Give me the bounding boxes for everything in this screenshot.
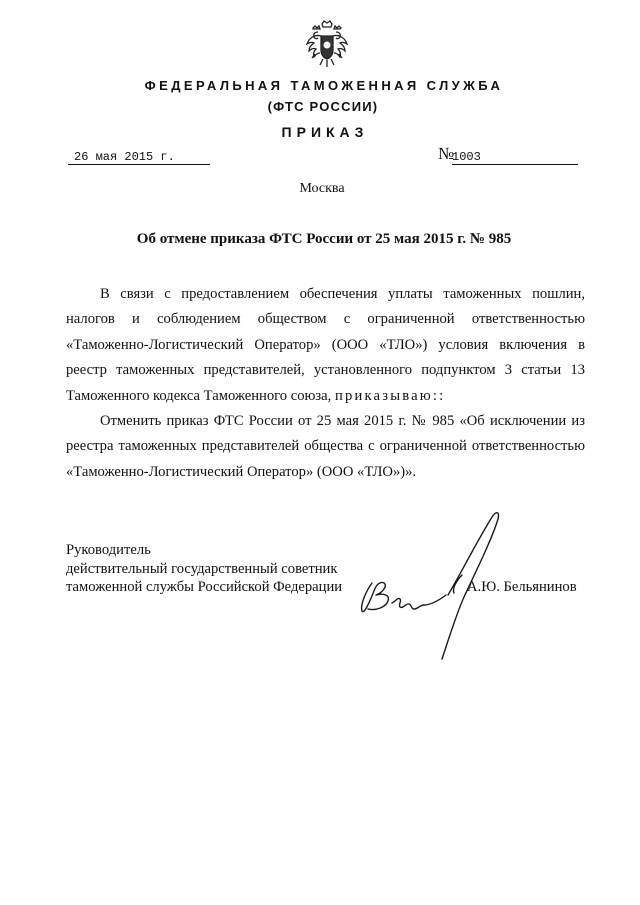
order-word: приказываю: [334, 387, 440, 404]
document-body [66, 282, 585, 485]
signer-title-line-3: таможенной службы Российской Федерации [66, 579, 343, 595]
number-sign: № [438, 144, 455, 163]
organization-abbreviation: (ФТС РОССИИ) [267, 99, 379, 114]
signer-name: А.Ю. Бельянинов [467, 579, 577, 595]
signer-title-line-1: Руководитель [66, 542, 151, 558]
document-date: 26 мая 2015 г. [68, 150, 210, 165]
signer-title-line-2: действительный государственный советник [66, 560, 338, 577]
city: Москва [299, 181, 345, 196]
paragraph-1-end: : [439, 387, 444, 404]
document-subject: Об отмене приказа ФТС России от 25 мая 2015 г. № 985 [136, 231, 512, 247]
paragraph-2: Отменить приказ ФТС России от 25 мая 2015 г. № 985 «Об исключении из реестра таможенных представителей общества с ограниченной ответственностью «Таможенно-Логистический Оператор» (ООО «ТЛО»)». [66, 413, 585, 480]
russian-coat-of-arms-icon [301, 18, 353, 70]
paragraph-1 [66, 282, 585, 409]
document-number: 1003 [452, 150, 578, 165]
signer-title [66, 541, 342, 597]
organization-name: ФЕДЕРАЛЬНАЯ ТАМОЖЕННАЯ СЛУЖБА [144, 78, 504, 93]
document-type: ПРИКАЗ [281, 124, 369, 140]
paragraph-1-main: В связи с предоставлением обеспечения уплаты таможенных пошлин, налогов и соблюдением обществом с ограниченной ответственностью «Таможенно-Логистический Оператор» (ООО «ТЛО») условия включения в реестр таможенных представителей, установленного подпунктом 3 статьи 13 Таможенного кодекса Таможенного союза, [66, 286, 585, 404]
